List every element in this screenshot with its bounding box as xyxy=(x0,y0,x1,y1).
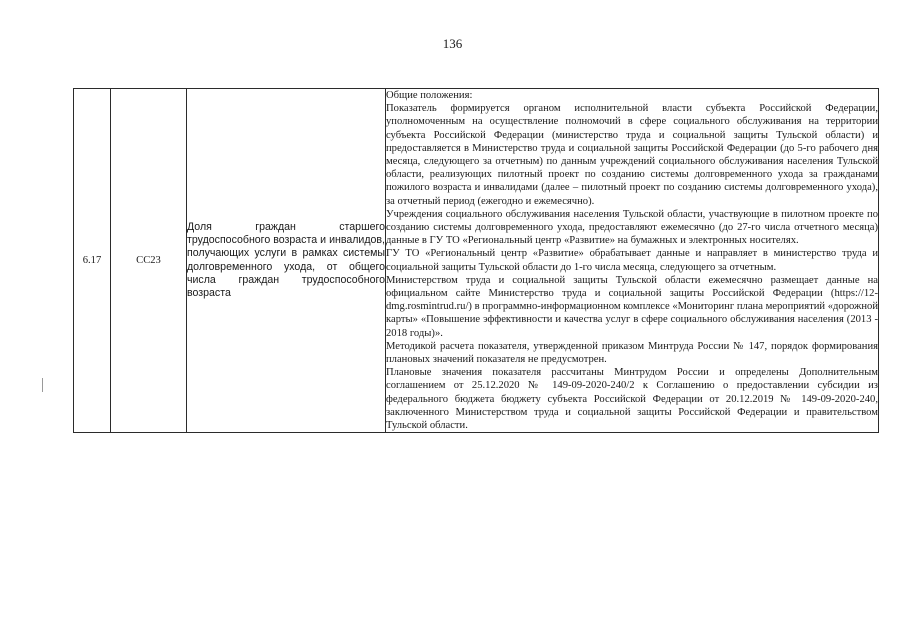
margin-mark xyxy=(42,378,43,392)
description-paragraph: Плановые значения показателя рассчитаны Минтрудом России и определены Дополнительным соглашением от 25.12.2020 № 149-09-2020-240/2 к Соглашению о предоставлении субсидии из федерального бюджета бюджету субъекта Российской Федерации от 20.12.2019 № 149-09-2020-240, заключенного Министерством труда и социальной защиты Российской Федерации и правительством Тульской области. xyxy=(386,367,878,432)
description-paragraph: Показатель формируется органом исполнительной власти субъекта Российской Федерации, уполномоченным на осуществление полномочий в сфере социального обслуживания на территории субъекта Российской Федерации (министерство труда и социальной защиты Тульской области) и предоставляется в Министерство труда и социальной защиты Российской Федерации (до 5-го рабочего дня месяца, следующего за отчетным) по данным учреждений социального обслуживания населения Тульской области, реализующих пилотный проект по созданию системы долговременного ухода за гражданами пожилого возраста и инвалидами (далее – пилотный проект по созданию системы долговременного ухода), за отчетный период (ежегодно и ежемесячно). xyxy=(386,103,878,207)
indicator-table xyxy=(73,88,879,433)
indicator-code: СС23 xyxy=(111,89,187,433)
row-index: 6.17 xyxy=(74,89,111,433)
description-paragraph: Министерством труда и социальной защиты Тульской области ежемесячно размещает данные на официальном сайте Министерство труда и социальной защиты Российской Федерации (https://12-dmg.rosmintrud.ru/) в программно-информационном комплексе «Мониторинг плана мероприятий «дорожной карты» «Повышение эффективности и качества услуг в сфере социального обслуживания населения (2013 - 2018 годы)». xyxy=(386,274,878,339)
description-paragraph: ГУ ТО «Региональный центр «Развитие» обрабатывает данные и направляет в министерство труда и социальной защиты Тульской области до 1-го числа месяца, следующего за отчетным. xyxy=(386,248,878,273)
indicator-description xyxy=(386,89,879,433)
indicator-name: Доля граждан старшего трудоспособного возраста и инвалидов, получающих услуги в рамках системы долговременного ухода, от общего числа граждан трудоспособного возраста xyxy=(187,89,386,433)
table-row xyxy=(74,89,879,433)
description-paragraph: Методикой расчета показателя, утвержденной приказом Минтруда России № 147, порядок формирования плановых значений показателя не предусмотрен. xyxy=(386,340,878,366)
description-paragraph: Учреждения социального обслуживания населения Тульской области, участвующие в пилотном проекте по созданию системы долговременного ухода, предоставляют ежемесячно (до 27-го числа отчетного месяца) данные в ГУ ТО «Региональный центр «Развитие» на бумажных и электронных носителях. xyxy=(386,208,878,247)
page-number: 136 xyxy=(442,36,463,51)
description-heading: Общие положения: xyxy=(386,90,473,101)
